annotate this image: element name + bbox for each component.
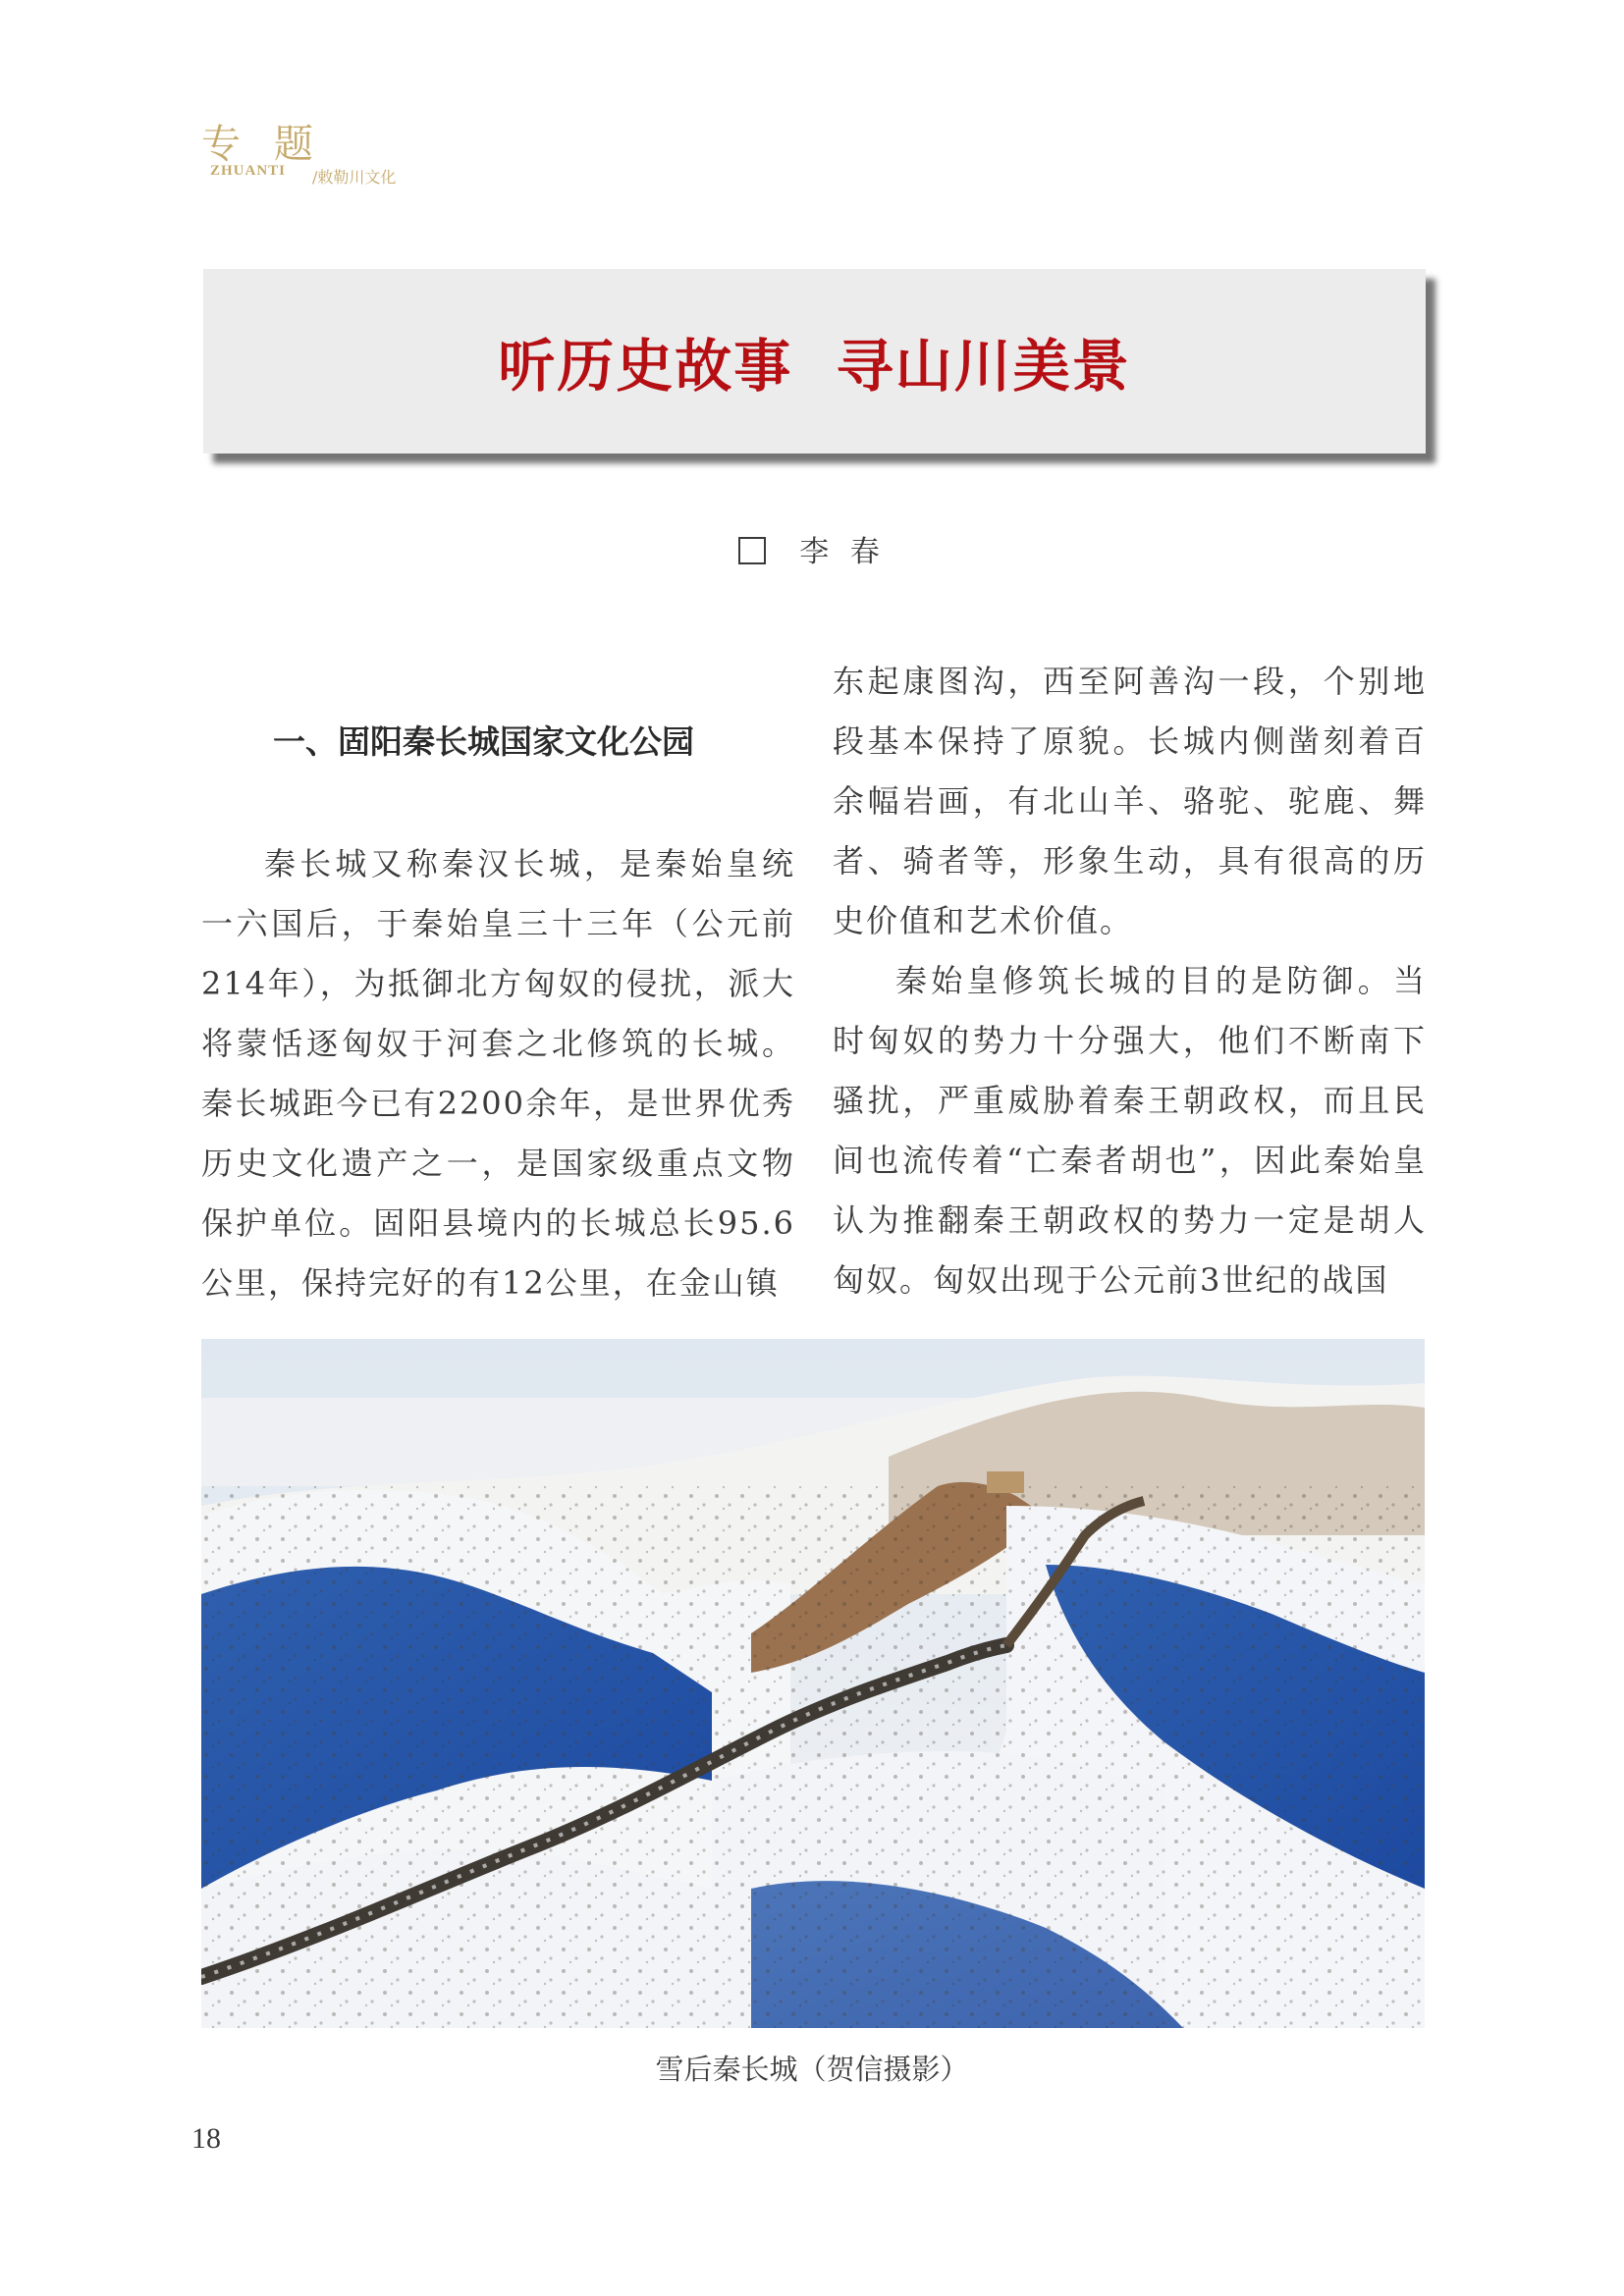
column-pinyin: ZHUANTI	[210, 163, 287, 179]
body-paragraph: 秦始皇修筑长城的目的是防御。当时匈奴的势力十分强大，他们不断南下骚扰，严重威胁着秦王朝政权，而且民间也流传着“亡秦者胡也”，因此秦始皇认为推翻秦王朝政权的势力一定是胡人匈奴。匈奴出现于公元前3世纪的战国	[833, 962, 1427, 1299]
article-title: 听历史故事 寻山川美景	[498, 333, 1131, 400]
author-line	[0, 527, 1624, 570]
column-title: 专题	[201, 122, 347, 167]
page-number: 18	[191, 2122, 221, 2155]
article-title-banner	[203, 269, 1426, 454]
author-box-icon	[738, 537, 766, 564]
great-wall-snow-photo	[201, 1339, 1425, 2028]
photo-caption: 雪后秦长城（贺信摄影）	[655, 2053, 969, 2086]
body-paragraph: 东起康图沟，西至阿善沟一段，个别地段基本保持了原貌。长城内侧凿刻着百余幅岩画，有北山羊、骆驼、驼鹿、舞者、骑者等，形象生动，具有很高的历史价值和艺术价值。	[833, 663, 1427, 939]
section-heading: 一、固阳秦长城国家文化公园	[273, 722, 694, 761]
left-column	[201, 834, 795, 1313]
author-name: 李 春	[799, 535, 886, 569]
body-paragraph: 秦长城又称秦汉长城，是秦始皇统一六国后，于秦始皇三十三年（公元前214年），为抵御北方匈奴的侵扰，派大将蒙恬逐匈奴于河套之北修筑的长城。秦长城距今已有2200余年，是世界优秀历史文化遗产之一，是国家级重点文物保护单位。固阳县境内的长城总长95.6公里，保持完好的有12公里，在金山镇	[201, 845, 795, 1302]
right-column	[833, 652, 1427, 1310]
column-subtitle: /敕勒川文化	[312, 168, 397, 187]
